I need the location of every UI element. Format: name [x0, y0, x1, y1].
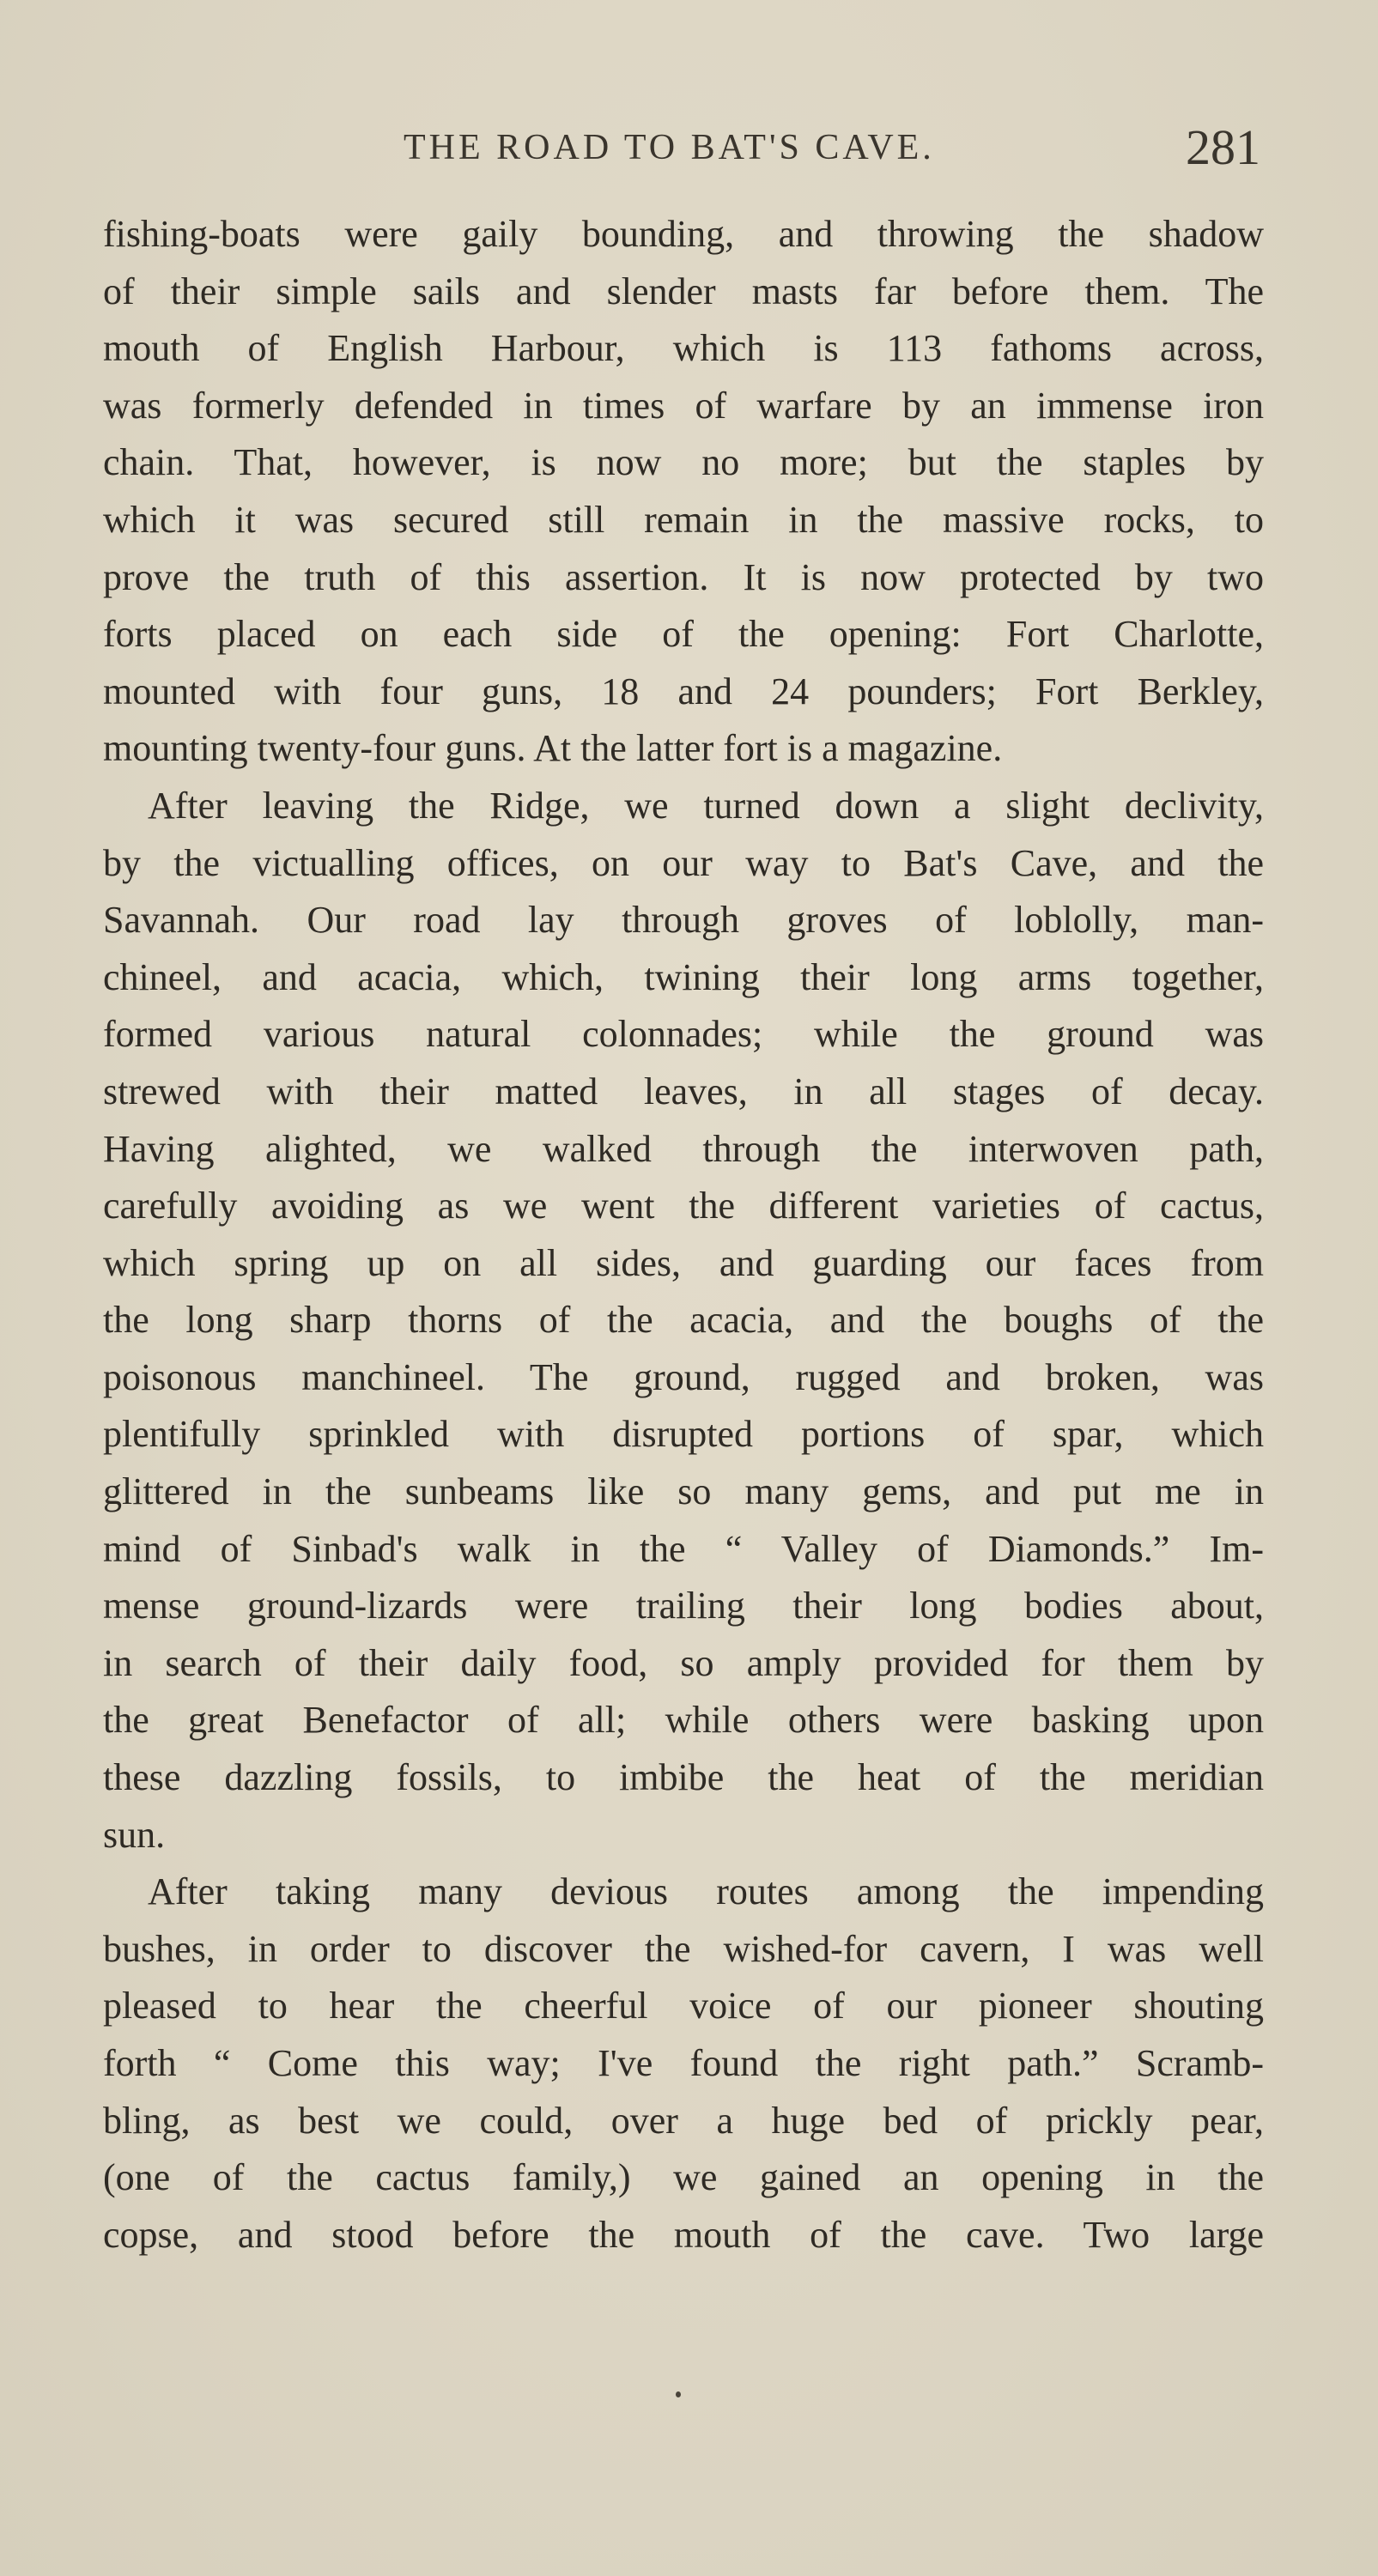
paragraph-end-line: mounting twenty-four guns. At the latter fort is a magazine.: [103, 727, 1003, 770]
running-title: THE ROAD TO BAT'S CAVE.: [404, 128, 935, 167]
paper-speck: [676, 2391, 681, 2397]
text-line: (one of the cactus family,) we gained an opening in the: [103, 2156, 1264, 2199]
text-line: poisonous manchineel. The ground, rugged and broken, was: [103, 1355, 1264, 1398]
body-text: [103, 206, 1264, 2264]
text-line: these dazzling fossils, to imbibe the heat of the meridian: [103, 1756, 1264, 1799]
text-line: plentifully sprinkled with disrupted portions of spar, which: [103, 1413, 1264, 1456]
text-line: prove the truth of this assertion. It is now protected by two: [103, 555, 1264, 598]
page-number: 281: [1186, 119, 1260, 175]
text-line: strewed with their matted leaves, in all stages of decay.: [103, 1070, 1264, 1112]
text-line: in search of their daily food, so amply provided for them by: [103, 1641, 1264, 1684]
text-line: of their simple sails and slender masts far before them. The: [103, 270, 1264, 312]
text-line: mense ground-lizards were trailing their long bodies about,: [103, 1585, 1264, 1627]
text-line: the long sharp thorns of the acacia, and the boughs of the: [103, 1299, 1264, 1342]
text-line: which it was secured still remain in the massive rocks, to: [103, 498, 1264, 541]
paragraph-start-line: After taking many devious routes among the impending: [148, 1870, 1264, 1913]
paragraph-end-line: sun.: [103, 1813, 166, 1856]
text-line: chineel, and acacia, which, twining their long arms together,: [103, 955, 1264, 998]
running-head: [101, 118, 1260, 179]
text-line: chain. That, however, is now no more; but the staples by: [103, 441, 1264, 484]
text-line: mounted with four guns, 18 and 24 pounders; Fort Berkley,: [103, 670, 1264, 712]
paragraph-start-line: After leaving the Ridge, we turned down a slight declivity,: [148, 784, 1264, 827]
text-line: Savannah. Our road lay through groves of loblolly, man-: [103, 899, 1264, 942]
text-line: bling, as best we could, over a huge bed of prickly pear,: [103, 2099, 1264, 2142]
text-line: formed various natural colonnades; while the ground was: [103, 1013, 1264, 1056]
text-line: glittered in the sunbeams like so many gems, and put me in: [103, 1470, 1264, 1513]
text-line: Having alighted, we walked through the interwoven path,: [103, 1127, 1264, 1170]
text-line: the great Benefactor of all; while others were basking upon: [103, 1699, 1264, 1742]
text-line: fishing-boats were gaily bounding, and throwing the shadow: [103, 213, 1264, 255]
text-line: carefully avoiding as we went the different varieties of cactus,: [103, 1185, 1264, 1227]
text-line: copse, and stood before the mouth of the cave. Two large: [103, 2213, 1264, 2256]
text-line: mind of Sinbad's walk in the “ Valley of Diamonds.” Im-: [103, 1527, 1264, 1570]
text-line: bushes, in order to discover the wished-for cavern, I was well: [103, 1927, 1264, 1970]
text-line: forth “ Come this way; I've found the right path.” Scramb-: [103, 2042, 1264, 2084]
text-line: which spring up on all sides, and guarding our faces from: [103, 1241, 1264, 1284]
text-line: pleased to hear the cheerful voice of our pioneer shouting: [103, 1985, 1264, 2027]
text-line: mouth of English Harbour, which is 113 fathoms across,: [103, 327, 1264, 370]
text-line: by the victualling offices, on our way to Bat's Cave, and the: [103, 841, 1264, 884]
text-line: forts placed on each side of the opening: Fort Charlotte,: [103, 613, 1264, 656]
text-line: was formerly defended in times of warfare by an immense iron: [103, 384, 1264, 427]
